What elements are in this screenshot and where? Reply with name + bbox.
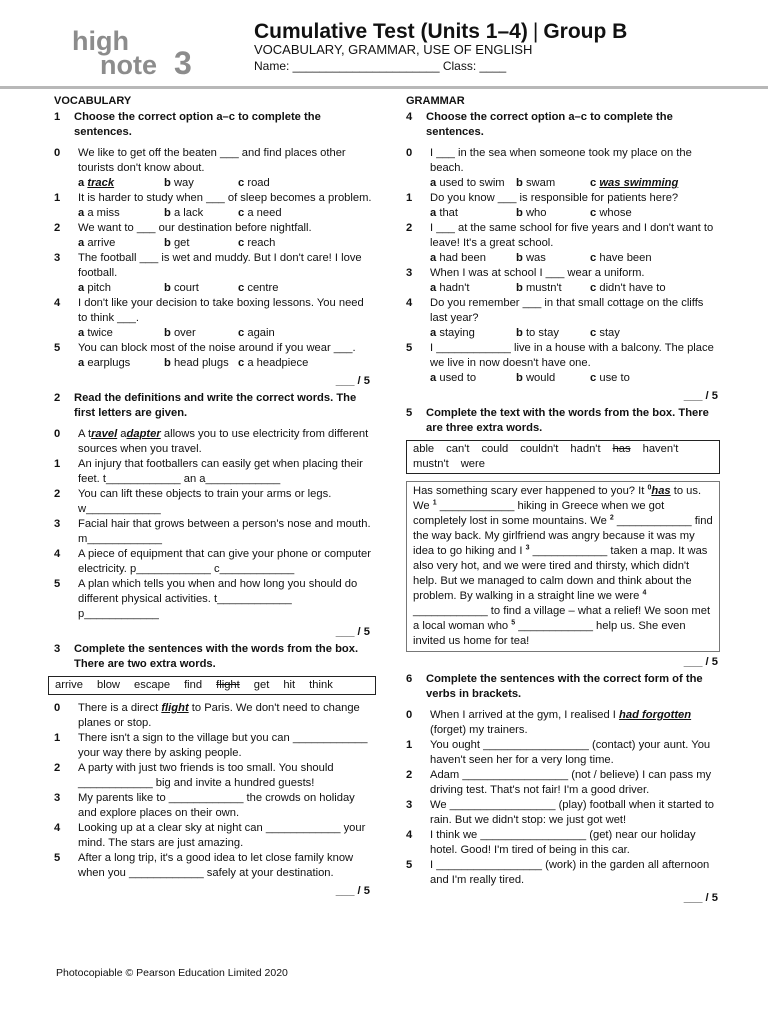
word-box-item: blow [96, 679, 120, 691]
exercise-3-item-1: 1 There isn't a sign to the village but you can ____________ your way there by asking people. [54, 732, 368, 759]
grammar-column [406, 94, 720, 906]
exercise-1-items [54, 146, 372, 371]
header-divider [0, 86, 768, 89]
option-c: c a headpiece [238, 357, 309, 369]
vocabulary-column [54, 94, 372, 899]
high-note-logo [72, 24, 207, 79]
answer-options [430, 281, 720, 296]
svg-text:high: high [72, 26, 129, 56]
answer-options [430, 206, 720, 221]
exercise-3-item-5: 5 After a long trip, it's a good idea to let close family know when you ____________ safely at your destination. [54, 852, 354, 879]
word-box-item: get [253, 679, 270, 691]
option-c: c centre [238, 282, 279, 294]
option-a: a staying [430, 327, 475, 339]
word-box-item: couldn't [520, 443, 559, 455]
name-class-line: Name: ______________________ Class: ____ [254, 59, 507, 73]
option-b: b court [164, 282, 199, 294]
exercise-5-instruction: 5 Complete the text with the words from the box. There are three extra words. [406, 407, 709, 434]
word-box-item: arrive [55, 679, 83, 691]
exercise-4-instruction: 4 Choose the correct option a–c to complete the sentences. [406, 111, 673, 138]
option-a: a had been [430, 252, 487, 264]
word-box-item: could [481, 443, 509, 455]
word-box-item: haven't [642, 443, 679, 455]
exercise-3-score: ___ / 5 [335, 885, 370, 897]
answer-options [430, 251, 720, 266]
exercise-5-word-box [406, 440, 720, 474]
exercise-2-score: ___ / 5 [335, 626, 370, 638]
exercise-2-item-1: 1 An injury that footballers can easily get when placing their feet. t____________ an a____________ [54, 458, 363, 485]
section-heading-grammar: GRAMMAR [406, 95, 465, 107]
answer-options [78, 176, 372, 191]
page-title: Cumulative Test (Units 1–4) | Group B [254, 20, 628, 43]
word-box-item: find [184, 679, 203, 691]
exercise-6-item-5: 5 I _________________ (work) in the garden all afternoon and I'm really tired. [406, 859, 710, 886]
exercise-3-word-box [48, 676, 376, 695]
answer-options [78, 236, 372, 251]
option-c: c road [238, 177, 270, 189]
exercise-2-item-0: 0 A travel adapter allows you to use electricity from different sources when you travel. [54, 428, 369, 455]
option-b: b way [164, 177, 194, 189]
option-c: c use to [590, 372, 630, 384]
exercise-2-item-4: 4 A piece of equipment that can give your phone or computer electricity. p____________ c____________ [54, 548, 371, 575]
word-box-item: hadn't [570, 443, 601, 455]
ex1-item-0: 0 We like to get off the beaten ___ and find places other tourists don't know about. [54, 147, 346, 174]
word-box-item: has [612, 443, 631, 455]
word-box-item: able [413, 443, 435, 455]
answer-options [430, 371, 720, 386]
option-c: c a need [238, 207, 282, 219]
option-b: b would [516, 372, 556, 384]
option-b: b a lack [164, 207, 204, 219]
option-a: a hadn't [430, 282, 470, 294]
exercise-6-score: ___ / 5 [683, 892, 718, 904]
exercise-6-item-3: 3 We _________________ (play) football when it started to rain. But we didn't stop: we just got wet! [406, 799, 715, 826]
exercise-3-item-2: 2 A party with just two friends is too small. You should ____________ big and invite a hundred guests! [54, 762, 334, 789]
option-b: b get [164, 237, 190, 249]
word-box-item: think [309, 679, 333, 691]
ex4-item-0: 0 I ___ in the sea when someone took my place on the beach. [406, 147, 692, 174]
answer-options [430, 326, 720, 341]
word-box-item: were [460, 458, 485, 470]
option-a: a earplugs [78, 357, 131, 369]
word-box-item: mustn't [413, 458, 449, 470]
word-box-item: can't [446, 443, 470, 455]
answer-options [78, 356, 372, 371]
option-c: c again [238, 327, 275, 339]
exercise-6-item-4: 4 I think we _________________ (get) near our holiday hotel. Good! I'm tired of being in this car. [406, 829, 696, 856]
ex4-item-1: 1 Do you know ___ is responsible for patients here? [406, 192, 679, 204]
option-c: c was swimming [590, 177, 679, 189]
ex4-item-4: 4 Do you remember ___ in that small cottage on the cliffs last year? [406, 297, 704, 324]
exercise-4-items [406, 146, 720, 386]
ex4-item-5: 5 I ____________ live in a house with a balcony. The place we live in now doesn't have one. [406, 342, 714, 369]
option-a: a twice [78, 327, 113, 339]
exercise-6-instruction: 6 Complete the sentences with the correct form of the verbs in brackets. [406, 673, 703, 700]
answer-options [78, 206, 372, 221]
option-c: c stay [590, 327, 620, 339]
svg-text:3: 3 [174, 45, 192, 79]
exercise-1-score: ___ / 5 [335, 375, 370, 387]
answer-options [430, 176, 720, 191]
exercise-2-item-3: 3 Facial hair that grows between a person's nose and mouth. m____________ [54, 518, 371, 545]
option-a: a used to swim [430, 177, 505, 189]
option-a: a that [430, 207, 459, 219]
exercise-2-item-5: 5 A plan which tells you when and how long you should do different physical activities. t____________ p____________ [54, 578, 358, 620]
option-a: a arrive [78, 237, 116, 249]
ex1-item-4: 4 I don't like your decision to take boxing lessons. You need to think ___. [54, 297, 364, 324]
option-b: b to stay [516, 327, 559, 339]
option-b: b head plugs [164, 357, 229, 369]
ex1-item-2: 2 We want to ___ our destination before nightfall. [54, 222, 312, 234]
option-c: c didn't have to [590, 282, 666, 294]
ex4-item-2: 2 I ___ at the same school for five years and I don't want to leave! It's a great school. [406, 222, 714, 249]
option-a: a pitch [78, 282, 111, 294]
ex4-item-3: 3 When I was at school I ___ wear a uniform. [406, 267, 645, 279]
exercise-6-item-2: 2 Adam _________________ (not / believe) I can pass my driving test. That's not fair! I'm a good driver. [406, 769, 712, 796]
copyright-footer: Photocopiable © Pearson Education Limited 2020 [56, 967, 288, 979]
exercise-1-instruction: 1 Choose the correct option a–c to complete the sentences. [54, 111, 321, 138]
svg-text:note: note [100, 50, 157, 79]
exercise-3-instruction: 3 Complete the sentences with the words from the box. There are two extra words. [54, 643, 359, 670]
option-a: a a miss [78, 207, 120, 219]
exercise-5-score: ___ / 5 [683, 656, 718, 668]
option-c: c have been [590, 252, 652, 264]
option-b: b was [516, 252, 546, 264]
section-heading-vocabulary: VOCABULARY [54, 95, 132, 107]
option-a: a used to [430, 372, 477, 384]
exercise-5-text: Has something scary ever happened to you? It $^0$has to us. We $^1$ ____________ hiking in Greece when we got completely lost in some mountains. We $^2$ ____________ find the way back. My girlfriend was angry because it was my idea to go hiking and I $^3$ ____________ taken a map. It was also very hot, and we were tired and thirsty, which didn't help. But we managed to calm down and think about the problem. By walking in a straight line we were $^4$ ____________ to find a village – what a relief! We soon met a local woman who $^5$ ____________ help us. She even invited us home for tea! [406, 481, 720, 652]
exercise-6-item-0: 0 When I arrived at the gym, I realised I had forgotten (forget) my trainers. [406, 709, 692, 736]
option-b: b over [164, 327, 196, 339]
option-b: b swam [516, 177, 556, 189]
answer-options [78, 326, 372, 341]
exercise-6-item-1: 1 You ought _________________ (contact) your aunt. You haven't seen her for a very long time. [406, 739, 711, 766]
exercise-3-item-0: 0 There is a direct flight to Paris. We don't need to change planes or stop. [54, 702, 360, 729]
option-a: a track [78, 177, 115, 189]
word-box-item: flight [216, 679, 240, 691]
answer-options [78, 281, 372, 296]
ex1-item-3: 3 The football ___ is wet and muddy. But I don't care! I love football. [54, 252, 362, 279]
option-c: c reach [238, 237, 276, 249]
exercise-4-score: ___ / 5 [683, 390, 718, 402]
word-box-item: escape [134, 679, 171, 691]
exercise-2-instruction: 2 Read the definitions and write the correct words. The first letters are given. [54, 392, 357, 419]
exercise-3-item-3: 3 My parents like to ____________ the crowds on holiday and explore places on their own. [54, 792, 355, 819]
word-box-item: hit [283, 679, 296, 691]
exercise-3-item-4: 4 Looking up at a clear sky at night can ____________ your mind. The stars are just amazing. [54, 822, 366, 849]
ex1-item-5: 5 You can block most of the noise around if you wear ___. [54, 342, 356, 354]
option-b: b mustn't [516, 282, 562, 294]
option-c: c whose [590, 207, 632, 219]
exercise-2-item-2: 2 You can lift these objects to train your arms or legs. w____________ [54, 488, 332, 515]
option-b: b who [516, 207, 547, 219]
page-subtitle: VOCABULARY, GRAMMAR, USE OF ENGLISH [254, 42, 533, 57]
ex1-item-1: 1 It is harder to study when ___ of sleep becomes a problem. [54, 192, 372, 204]
